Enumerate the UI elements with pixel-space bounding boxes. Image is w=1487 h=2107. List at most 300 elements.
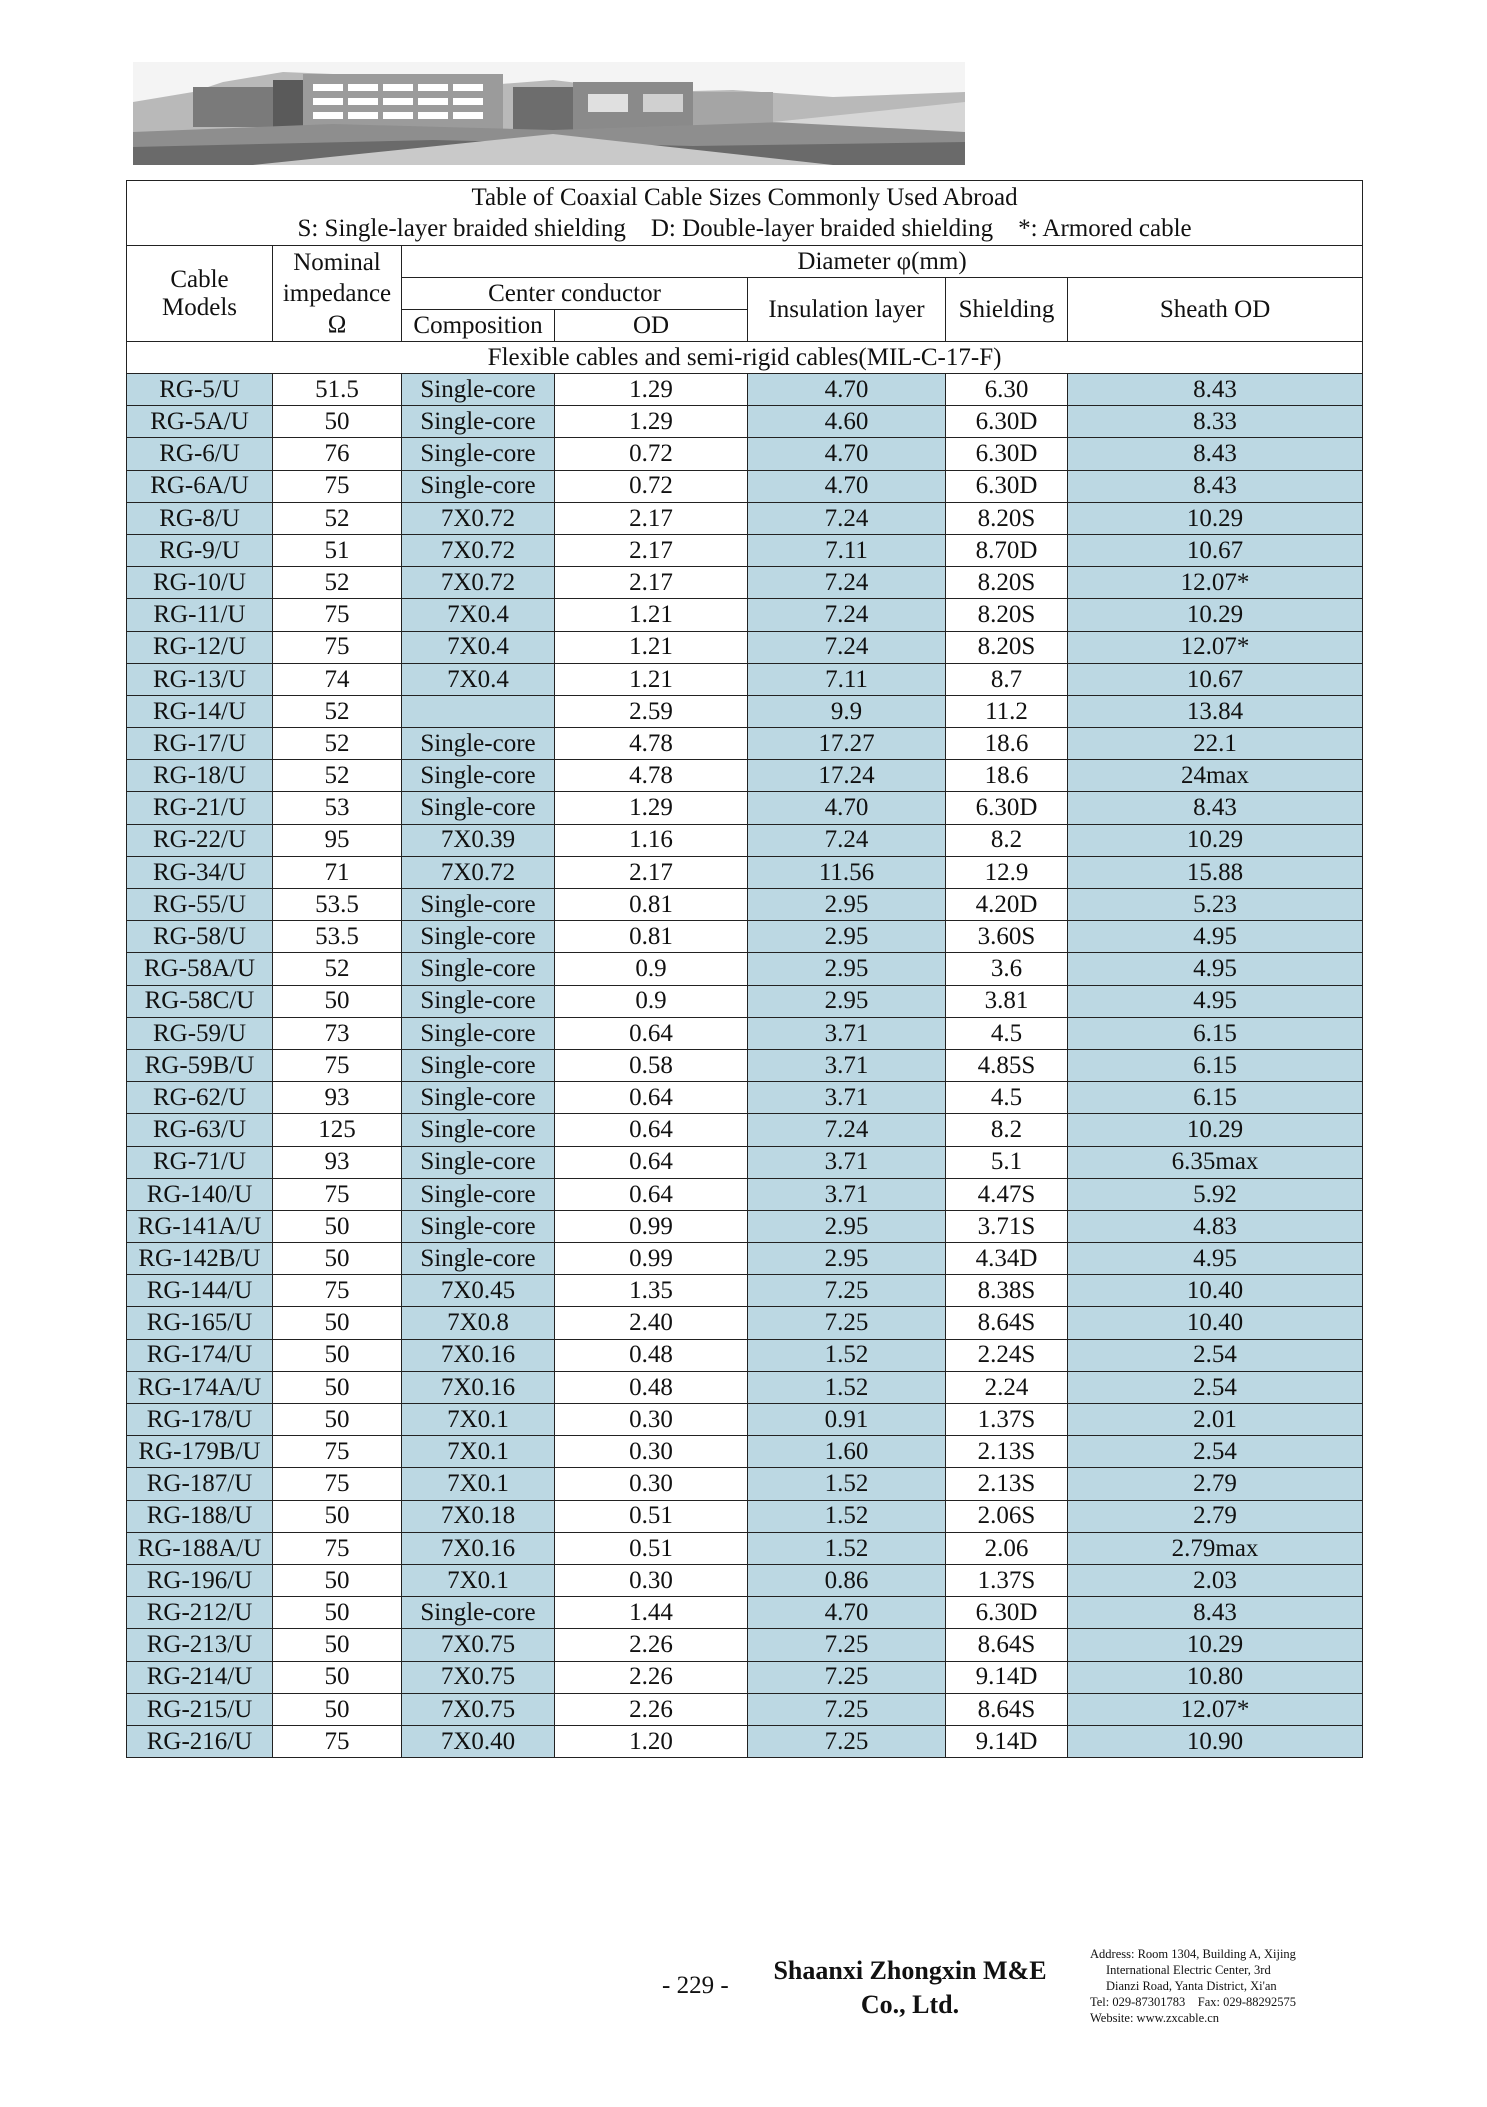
cell-sheath-od: 8.43	[1068, 470, 1363, 502]
cell-cable-model: RG-179B/U	[127, 1436, 273, 1468]
cell-insulation: 4.60	[748, 406, 946, 438]
cell-composition: 7X0.1	[402, 1468, 555, 1500]
cell-insulation: 7.24	[748, 1114, 946, 1146]
cell-composition: 7X0.1	[402, 1404, 555, 1436]
company-address	[1090, 1946, 1330, 2026]
cell-shielding: 4.5	[946, 1082, 1068, 1114]
cell-sheath-od: 10.29	[1068, 1114, 1363, 1146]
table-row	[127, 1210, 1363, 1242]
cell-impedance: 75	[273, 470, 402, 502]
cell-cable-model: RG-196/U	[127, 1564, 273, 1596]
cell-cable-model: RG-58/U	[127, 921, 273, 953]
cell-impedance: 50	[273, 1307, 402, 1339]
cell-composition: Single-core	[402, 1597, 555, 1629]
table-row	[127, 1339, 1363, 1371]
table-row	[127, 1178, 1363, 1210]
address-line: Dianzi Road, Yanta District, Xi'an	[1106, 1979, 1277, 1993]
table-row	[127, 1371, 1363, 1403]
cell-cable-model: RG-18/U	[127, 760, 273, 792]
cell-impedance: 50	[273, 985, 402, 1017]
cell-insulation: 17.24	[748, 760, 946, 792]
cell-shielding: 8.64S	[946, 1307, 1068, 1339]
cell-shielding: 2.24S	[946, 1339, 1068, 1371]
cell-insulation: 2.95	[748, 1210, 946, 1242]
cell-composition: 7X0.45	[402, 1275, 555, 1307]
cell-shielding: 2.06	[946, 1532, 1068, 1564]
company-name-line2: Co., Ltd.	[860, 1990, 960, 2019]
cell-insulation: 17.27	[748, 728, 946, 760]
cell-impedance: 50	[273, 1564, 402, 1596]
cell-insulation: 9.9	[748, 695, 946, 727]
cell-impedance: 50	[273, 406, 402, 438]
cell-shielding: 3.71S	[946, 1210, 1068, 1242]
cell-cable-model: RG-59/U	[127, 1017, 273, 1049]
cell-insulation: 4.70	[748, 792, 946, 824]
table-row	[127, 470, 1363, 502]
cell-insulation: 7.24	[748, 502, 946, 534]
table-row	[127, 1629, 1363, 1661]
cell-sheath-od: 2.54	[1068, 1371, 1363, 1403]
cell-impedance: 73	[273, 1017, 402, 1049]
cell-od: 4.78	[555, 728, 748, 760]
cell-impedance: 50	[273, 1210, 402, 1242]
cell-sheath-od: 22.1	[1068, 728, 1363, 760]
cell-sheath-od: 8.43	[1068, 438, 1363, 470]
cell-shielding: 12.9	[946, 856, 1068, 888]
cell-insulation: 7.25	[748, 1275, 946, 1307]
cell-insulation: 4.70	[748, 374, 946, 406]
cell-cable-model: RG-140/U	[127, 1178, 273, 1210]
cell-insulation: 1.52	[748, 1500, 946, 1532]
table-row	[127, 1307, 1363, 1339]
cell-insulation: 2.95	[748, 985, 946, 1017]
cell-insulation: 4.70	[748, 470, 946, 502]
cell-composition: 7X0.72	[402, 567, 555, 599]
cell-od: 0.81	[555, 889, 748, 921]
cell-insulation: 7.24	[748, 567, 946, 599]
table-row	[127, 1564, 1363, 1596]
cell-od: 0.99	[555, 1210, 748, 1242]
cell-sheath-od: 8.43	[1068, 1597, 1363, 1629]
cell-impedance: 52	[273, 695, 402, 727]
website-line: Website: www.zxcable.cn	[1090, 2011, 1220, 2025]
cell-composition: Single-core	[402, 1210, 555, 1242]
cell-shielding: 8.20S	[946, 502, 1068, 534]
cell-shielding: 8.2	[946, 1114, 1068, 1146]
cell-od: 0.64	[555, 1114, 748, 1146]
table-row	[127, 728, 1363, 760]
cell-composition: Single-core	[402, 1114, 555, 1146]
cell-insulation: 7.11	[748, 534, 946, 566]
table-row	[127, 1532, 1363, 1564]
cell-shielding: 1.37S	[946, 1564, 1068, 1596]
cell-composition: Single-core	[402, 921, 555, 953]
cell-cable-model: RG-144/U	[127, 1275, 273, 1307]
table-row	[127, 1017, 1363, 1049]
cell-impedance: 75	[273, 1468, 402, 1500]
cell-cable-model: RG-165/U	[127, 1307, 273, 1339]
cell-cable-model: RG-9/U	[127, 534, 273, 566]
cell-od: 2.17	[555, 502, 748, 534]
cell-cable-model: RG-188/U	[127, 1500, 273, 1532]
table-row	[127, 695, 1363, 727]
cell-cable-model: RG-5A/U	[127, 406, 273, 438]
cell-cable-model: RG-11/U	[127, 599, 273, 631]
cell-od: 2.40	[555, 1307, 748, 1339]
cell-insulation: 7.24	[748, 599, 946, 631]
cell-sheath-od: 4.95	[1068, 985, 1363, 1017]
cell-sheath-od: 10.40	[1068, 1275, 1363, 1307]
cell-sheath-od: 10.40	[1068, 1307, 1363, 1339]
table-row	[127, 1049, 1363, 1081]
cell-impedance: 52	[273, 953, 402, 985]
table-row	[127, 534, 1363, 566]
address-line: International Electric Center, 3rd	[1106, 1963, 1271, 1977]
cell-cable-model: RG-14/U	[127, 695, 273, 727]
address-line: Address: Room 1304, Building A, Xijing	[1090, 1947, 1296, 1961]
contact-line: Tel: 029-87301783 Fax: 029-88292575	[1090, 1995, 1297, 2009]
cell-impedance: 75	[273, 1275, 402, 1307]
cell-od: 0.51	[555, 1500, 748, 1532]
cell-insulation: 7.25	[748, 1661, 946, 1693]
cell-insulation: 7.11	[748, 663, 946, 695]
cell-cable-model: RG-214/U	[127, 1661, 273, 1693]
header-od: OD	[555, 310, 748, 342]
cell-impedance: 75	[273, 1436, 402, 1468]
cell-impedance: 50	[273, 1693, 402, 1725]
cell-composition: 7X0.4	[402, 599, 555, 631]
cell-insulation: 7.24	[748, 824, 946, 856]
cell-shielding: 6.30D	[946, 406, 1068, 438]
table-row	[127, 374, 1363, 406]
cell-shielding: 2.13S	[946, 1468, 1068, 1500]
header-nominal-impedance	[273, 246, 402, 342]
cell-od: 0.72	[555, 438, 748, 470]
cell-sheath-od: 5.92	[1068, 1178, 1363, 1210]
header-sheath-od: Sheath OD	[1068, 278, 1363, 342]
table-row	[127, 567, 1363, 599]
cell-insulation: 3.71	[748, 1146, 946, 1178]
cell-sheath-od: 2.54	[1068, 1436, 1363, 1468]
cell-sheath-od: 2.01	[1068, 1404, 1363, 1436]
cell-composition: Single-core	[402, 406, 555, 438]
cell-sheath-od: 10.29	[1068, 502, 1363, 534]
table-row	[127, 1243, 1363, 1275]
cell-od: 1.29	[555, 792, 748, 824]
table-row	[127, 599, 1363, 631]
cell-composition: 7X0.75	[402, 1661, 555, 1693]
cell-insulation: 0.86	[748, 1564, 946, 1596]
cell-od: 0.81	[555, 921, 748, 953]
cell-od: 4.78	[555, 760, 748, 792]
cell-composition: 7X0.72	[402, 534, 555, 566]
cell-od: 2.26	[555, 1629, 748, 1661]
cell-shielding: 8.70D	[946, 534, 1068, 566]
cell-composition: 7X0.75	[402, 1629, 555, 1661]
cell-insulation: 7.25	[748, 1693, 946, 1725]
cell-shielding: 6.30D	[946, 470, 1068, 502]
cell-od: 1.29	[555, 374, 748, 406]
section-label: Flexible cables and semi-rigid cables(MIL-C-17-F)	[127, 342, 1363, 374]
cell-sheath-od: 5.23	[1068, 889, 1363, 921]
cell-cable-model: RG-174A/U	[127, 1371, 273, 1403]
cell-impedance: 76	[273, 438, 402, 470]
cell-impedance: 74	[273, 663, 402, 695]
cell-sheath-od: 10.90	[1068, 1725, 1363, 1757]
cell-impedance: 75	[273, 1725, 402, 1757]
cell-shielding: 6.30D	[946, 1597, 1068, 1629]
cell-impedance: 75	[273, 1178, 402, 1210]
cell-insulation: 1.52	[748, 1339, 946, 1371]
cell-sheath-od: 2.79	[1068, 1468, 1363, 1500]
table-row	[127, 406, 1363, 438]
cell-shielding: 3.6	[946, 953, 1068, 985]
cell-od: 1.20	[555, 1725, 748, 1757]
cell-sheath-od: 24max	[1068, 760, 1363, 792]
cell-od: 2.26	[555, 1693, 748, 1725]
cell-sheath-od: 8.43	[1068, 374, 1363, 406]
table-row	[127, 1275, 1363, 1307]
cell-impedance: 50	[273, 1661, 402, 1693]
cell-insulation: 1.52	[748, 1371, 946, 1403]
company-name-line1: Shaanxi Zhongxin M&E	[773, 1956, 1047, 1985]
cell-sheath-od: 10.29	[1068, 599, 1363, 631]
cell-cable-model: RG-187/U	[127, 1468, 273, 1500]
cell-composition: 7X0.72	[402, 502, 555, 534]
cell-od: 2.17	[555, 856, 748, 888]
cell-insulation: 7.25	[748, 1307, 946, 1339]
cell-sheath-od: 2.79max	[1068, 1532, 1363, 1564]
cell-composition: Single-core	[402, 1017, 555, 1049]
cell-shielding: 8.64S	[946, 1629, 1068, 1661]
cell-composition: Single-core	[402, 760, 555, 792]
cell-od: 1.16	[555, 824, 748, 856]
cell-shielding: 8.20S	[946, 567, 1068, 599]
cell-cable-model: RG-58A/U	[127, 953, 273, 985]
cell-sheath-od: 2.03	[1068, 1564, 1363, 1596]
cell-cable-model: RG-71/U	[127, 1146, 273, 1178]
cell-sheath-od: 4.83	[1068, 1210, 1363, 1242]
cell-cable-model: RG-142B/U	[127, 1243, 273, 1275]
cell-sheath-od: 12.07*	[1068, 1693, 1363, 1725]
cell-cable-model: RG-8/U	[127, 502, 273, 534]
cell-sheath-od: 12.07*	[1068, 631, 1363, 663]
cell-composition: Single-core	[402, 438, 555, 470]
coaxial-cable-table	[126, 180, 1363, 1758]
cell-cable-model: RG-55/U	[127, 889, 273, 921]
table-title-cell	[127, 181, 1363, 246]
cell-insulation: 11.56	[748, 856, 946, 888]
header-diameter: Diameter φ(mm)	[402, 246, 1363, 278]
cell-od: 1.44	[555, 1597, 748, 1629]
cell-shielding: 8.64S	[946, 1693, 1068, 1725]
header-composition: Composition	[402, 310, 555, 342]
cell-impedance: 93	[273, 1146, 402, 1178]
table-row	[127, 1114, 1363, 1146]
cell-insulation: 2.95	[748, 953, 946, 985]
cell-od: 2.59	[555, 695, 748, 727]
cell-od: 2.17	[555, 534, 748, 566]
cell-composition: Single-core	[402, 985, 555, 1017]
cell-sheath-od: 10.80	[1068, 1661, 1363, 1693]
cell-impedance: 50	[273, 1371, 402, 1403]
cell-cable-model: RG-178/U	[127, 1404, 273, 1436]
cell-od: 0.30	[555, 1564, 748, 1596]
cell-shielding: 6.30	[946, 374, 1068, 406]
cell-composition: 7X0.18	[402, 1500, 555, 1532]
cell-cable-model: RG-10/U	[127, 567, 273, 599]
cell-impedance: 53	[273, 792, 402, 824]
cell-impedance: 71	[273, 856, 402, 888]
cell-impedance: 50	[273, 1243, 402, 1275]
cell-cable-model: RG-188A/U	[127, 1532, 273, 1564]
table-row	[127, 953, 1363, 985]
cell-cable-model: RG-212/U	[127, 1597, 273, 1629]
cell-sheath-od: 15.88	[1068, 856, 1363, 888]
cell-cable-model: RG-63/U	[127, 1114, 273, 1146]
cell-composition: 7X0.8	[402, 1307, 555, 1339]
cell-sheath-od: 8.43	[1068, 792, 1363, 824]
table-row	[127, 985, 1363, 1017]
company-name	[760, 1954, 1060, 2022]
cell-composition: 7X0.4	[402, 663, 555, 695]
table-row	[127, 1693, 1363, 1725]
cell-od: 0.48	[555, 1339, 748, 1371]
cell-composition: Single-core	[402, 470, 555, 502]
cell-od: 0.58	[555, 1049, 748, 1081]
cell-sheath-od: 10.67	[1068, 534, 1363, 566]
cell-od: 0.48	[555, 1371, 748, 1403]
cell-impedance: 51.5	[273, 374, 402, 406]
table-row	[127, 1661, 1363, 1693]
cell-shielding: 3.60S	[946, 921, 1068, 953]
table-row	[127, 1468, 1363, 1500]
cell-impedance: 52	[273, 502, 402, 534]
cell-cable-model: RG-141A/U	[127, 1210, 273, 1242]
cell-shielding: 4.20D	[946, 889, 1068, 921]
cell-shielding: 2.13S	[946, 1436, 1068, 1468]
table-row	[127, 792, 1363, 824]
cell-shielding: 8.2	[946, 824, 1068, 856]
cell-od: 0.51	[555, 1532, 748, 1564]
cell-composition: Single-core	[402, 1146, 555, 1178]
table-row	[127, 1404, 1363, 1436]
cell-od: 0.30	[555, 1468, 748, 1500]
cell-od: 0.9	[555, 985, 748, 1017]
cell-cable-model: RG-12/U	[127, 631, 273, 663]
cell-cable-model: RG-213/U	[127, 1629, 273, 1661]
cell-od: 1.21	[555, 663, 748, 695]
cell-od: 0.30	[555, 1436, 748, 1468]
cell-od: 0.64	[555, 1082, 748, 1114]
cell-insulation: 3.71	[748, 1049, 946, 1081]
cell-impedance: 75	[273, 599, 402, 631]
table-row	[127, 760, 1363, 792]
cell-cable-model: RG-6A/U	[127, 470, 273, 502]
table-row	[127, 1725, 1363, 1757]
table-body	[127, 374, 1363, 1758]
cell-sheath-od: 6.15	[1068, 1082, 1363, 1114]
table-row	[127, 502, 1363, 534]
cell-shielding: 6.30D	[946, 438, 1068, 470]
cell-impedance: 53.5	[273, 921, 402, 953]
cell-composition: 7X0.16	[402, 1339, 555, 1371]
cell-composition: Single-core	[402, 374, 555, 406]
cell-impedance: 93	[273, 1082, 402, 1114]
cell-composition: 7X0.1	[402, 1436, 555, 1468]
cell-composition: Single-core	[402, 889, 555, 921]
cell-shielding: 8.7	[946, 663, 1068, 695]
cell-composition: Single-core	[402, 792, 555, 824]
header-banner-image	[133, 62, 965, 165]
cell-insulation: 0.91	[748, 1404, 946, 1436]
cell-impedance: 50	[273, 1339, 402, 1371]
cell-composition: Single-core	[402, 1243, 555, 1275]
cell-cable-model: RG-215/U	[127, 1693, 273, 1725]
cell-composition: 7X0.4	[402, 631, 555, 663]
cell-composition: 7X0.39	[402, 824, 555, 856]
cell-shielding: 4.34D	[946, 1243, 1068, 1275]
cell-od: 0.64	[555, 1146, 748, 1178]
cell-composition: 7X0.72	[402, 856, 555, 888]
table-row	[127, 631, 1363, 663]
cell-cable-model: RG-62/U	[127, 1082, 273, 1114]
cell-shielding: 18.6	[946, 728, 1068, 760]
cell-sheath-od: 6.15	[1068, 1049, 1363, 1081]
cell-od: 0.9	[555, 953, 748, 985]
header-insulation-layer: Insulation layer	[748, 278, 946, 342]
cell-impedance: 50	[273, 1500, 402, 1532]
header-impedance-unit: Ω	[327, 311, 347, 338]
cell-composition: Single-core	[402, 728, 555, 760]
cell-cable-model: RG-6/U	[127, 438, 273, 470]
cell-shielding: 11.2	[946, 695, 1068, 727]
cell-od: 2.26	[555, 1661, 748, 1693]
cell-sheath-od: 12.07*	[1068, 567, 1363, 599]
cell-insulation: 2.95	[748, 921, 946, 953]
table-title: Table of Coaxial Cable Sizes Commonly Used Abroad	[471, 184, 1018, 211]
table-row	[127, 1146, 1363, 1178]
cell-shielding: 4.5	[946, 1017, 1068, 1049]
cell-od: 1.29	[555, 406, 748, 438]
cell-sheath-od: 4.95	[1068, 1243, 1363, 1275]
cell-composition: Single-core	[402, 953, 555, 985]
table-row	[127, 824, 1363, 856]
table-row	[127, 889, 1363, 921]
header-shielding: Shielding	[946, 278, 1068, 342]
table-row	[127, 856, 1363, 888]
table-row	[127, 1082, 1363, 1114]
cell-shielding: 1.37S	[946, 1404, 1068, 1436]
cell-impedance: 75	[273, 1532, 402, 1564]
table-legend: S: Single-layer braided shielding D: Double-layer braided shielding *: Armored cable	[297, 215, 1192, 242]
cell-insulation: 1.60	[748, 1436, 946, 1468]
cell-cable-model: RG-5/U	[127, 374, 273, 406]
cell-od: 0.99	[555, 1243, 748, 1275]
cell-cable-model: RG-59B/U	[127, 1049, 273, 1081]
cell-sheath-od: 6.15	[1068, 1017, 1363, 1049]
header-center-conductor: Center conductor	[402, 278, 748, 310]
cell-shielding: 9.14D	[946, 1725, 1068, 1757]
cell-insulation: 3.71	[748, 1017, 946, 1049]
cell-sheath-od: 4.95	[1068, 921, 1363, 953]
cell-impedance: 50	[273, 1629, 402, 1661]
cell-sheath-od: 10.29	[1068, 1629, 1363, 1661]
cell-shielding: 8.20S	[946, 631, 1068, 663]
cell-composition: 7X0.75	[402, 1693, 555, 1725]
cell-insulation: 4.70	[748, 1597, 946, 1629]
cell-od: 1.21	[555, 631, 748, 663]
